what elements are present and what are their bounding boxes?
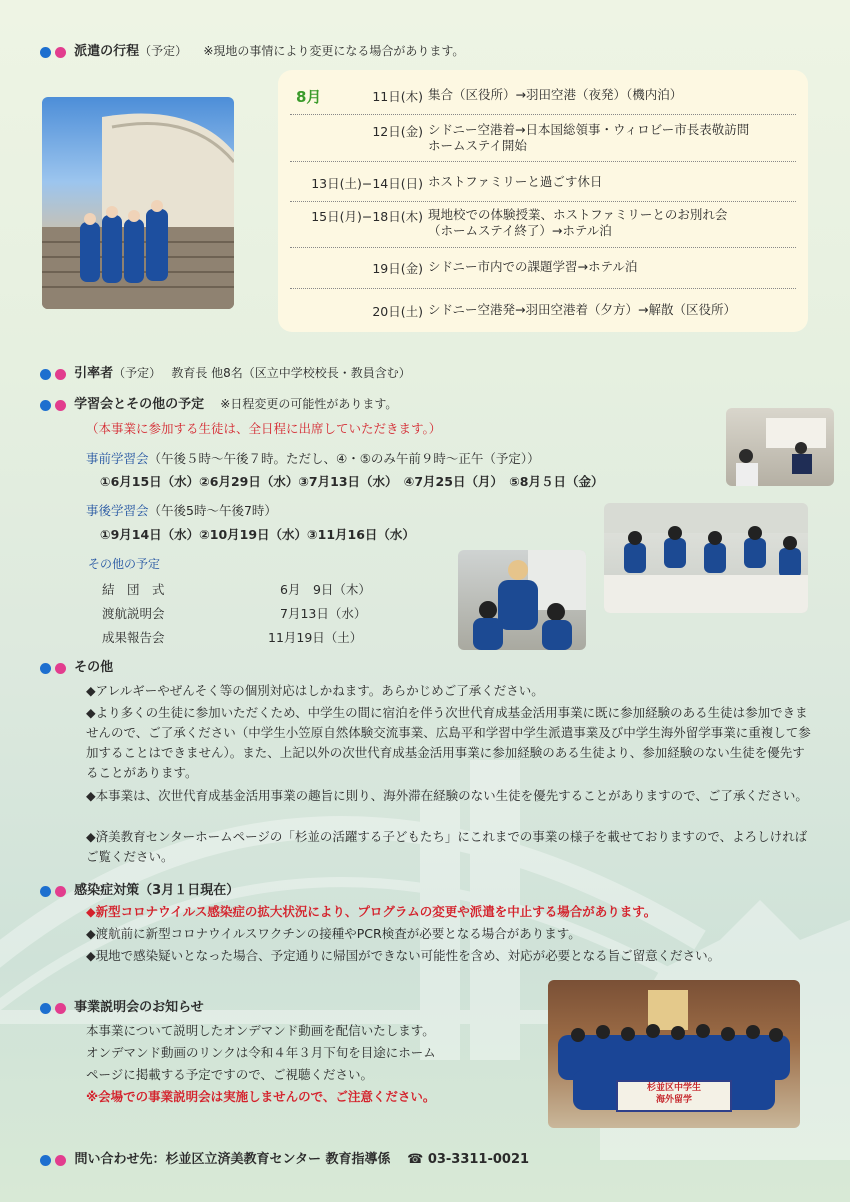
- row-date: 19日(金): [372, 261, 423, 276]
- bullet-dots-icon: [40, 885, 70, 897]
- contact-phone[interactable]: 03-3311-0021: [427, 1152, 530, 1167]
- other-event-date: 11月19日（土）: [268, 630, 363, 645]
- leaders-text: 教育長 他8名（区立中学校校長・教員含む）: [171, 366, 411, 380]
- other-event-name: 結 団 式: [102, 582, 165, 597]
- study-heading-row: [40, 393, 397, 412]
- students-photo: [458, 550, 586, 650]
- row-text: シドニー空港発→羽田空港着（夕方）→解散（区役所）: [428, 302, 736, 317]
- pre-study-note: （午後５時〜午後７時。ただし、④・⑤のみ午前９時〜正午（予定））: [148, 451, 540, 466]
- contact-label: 問い合わせ先：杉並区立済美教育センター 教育指導係: [74, 1152, 391, 1167]
- post-study-title: 事後学習会: [86, 503, 149, 518]
- bullet-dots-icon: [40, 46, 70, 58]
- pre-study-line: [86, 449, 540, 467]
- itinerary-schedule-box: [278, 70, 808, 332]
- row-date: 13日(土)−14日(日): [311, 176, 423, 191]
- briefing-line: オンデマンド動画のリンクは令和４年３月下旬を目途にホーム: [86, 1045, 436, 1060]
- classroom-photo: [604, 503, 808, 613]
- post-study-dates: ①9月14日（水）②10月19日（水）③11月16日（水）: [100, 527, 415, 542]
- row-date: 15日(月)−18日(木): [311, 209, 423, 224]
- covid-heading-row: [40, 879, 239, 898]
- row-date: 20日(土): [372, 304, 423, 319]
- month-label: 8月: [296, 88, 322, 106]
- misc-heading-row: [40, 656, 113, 675]
- itinerary-heading: 派遣の行程: [74, 44, 140, 59]
- misc-item: ◆アレルギーやぜんそく等の個別対応はしかねます。あらかじめご了承ください。: [86, 683, 544, 698]
- misc-item: ◆済美教育センターホームページの「杉並の活躍する子どもたち」にこれまでの事業の様子を載せておりますので、よろしければご覧ください。: [86, 829, 808, 864]
- opera-house-photo: [42, 97, 234, 309]
- group-photo: [548, 980, 800, 1128]
- other-event-name: 成果報告会: [102, 630, 165, 645]
- row-text: 集合（区役所）→羽田空港（夜発）（機内泊）: [428, 87, 683, 102]
- divider: [290, 247, 796, 248]
- row-date: 12日(金): [372, 124, 423, 139]
- briefing-heading-row: [40, 996, 204, 1015]
- itinerary-note: ※現地の事情により変更になる場合があります。: [203, 44, 465, 58]
- other-event-date: 7月13日（水）: [280, 606, 367, 621]
- briefing-warning: ※会場での事業説明会は実施しませんので、ご注意ください。: [86, 1089, 436, 1104]
- covid-date: （3月１日現在）: [139, 883, 240, 898]
- leaders-row: [40, 362, 411, 381]
- bullet-dots-icon: [40, 399, 70, 411]
- bullet-dots-icon: [40, 1154, 70, 1166]
- briefing-line: ページに掲載する予定ですので、ご視聴ください。: [86, 1067, 374, 1082]
- bullet-dots-icon: [40, 662, 70, 674]
- row-text: シドニー市内での課題学習→ホテル泊: [428, 259, 638, 274]
- row-text: ホストファミリーと過ごす休日: [428, 174, 603, 189]
- covid-item: ◆現地で感染疑いとなった場合、予定通りに帰国ができない可能性を含め、対応が必要となる旨ご留意ください。: [86, 948, 721, 963]
- divider: [290, 114, 796, 115]
- misc-item: ◆本事業は、次世代育成基金活用事業の趣旨に則り、海外滞在経験のない生徒を優先することがありますので、ご了承ください。: [86, 788, 808, 803]
- divider: [290, 161, 796, 162]
- classroom-photo-small: [726, 408, 834, 486]
- leaders-heading: 引率者: [74, 366, 114, 381]
- phone-icon: ☎: [407, 1152, 424, 1167]
- covid-item: ◆渡航前に新型コロナウイルスワクチンの接種やPCR検査が必要となる場合があります。: [86, 926, 581, 941]
- pre-study-dates: ①6月15日（水）②6月29日（水）③7月13日（水） ④7月25日（月） ⑤8月５日（金）: [100, 474, 604, 489]
- other-event-date: 6月 9日（木）: [280, 582, 371, 597]
- other-event-name: 渡航説明会: [102, 606, 165, 621]
- pre-study-title: 事前学習会: [86, 451, 149, 466]
- post-study-line: [86, 501, 277, 519]
- row-text: 現地校での体験授業、ホストファミリーとのお別れ会 （ホームステイ終了）→ホテル泊: [428, 207, 728, 238]
- misc-heading: その他: [74, 660, 114, 675]
- leaders-tag: （予定）: [113, 366, 162, 380]
- itinerary-heading-row: [40, 40, 464, 59]
- contact-row: [40, 1148, 529, 1167]
- group-banner: 杉並区中学生 海外留学: [616, 1080, 732, 1112]
- study-heading: 学習会とその他の予定: [74, 397, 205, 412]
- misc-item: ◆より多くの生徒に参加いただくため、中学生の間に宿泊を伴う次世代育成基金活用事業に既に参加経験のある生徒は参加できませんので、ご了承ください（中学生小笠原自然体験交流事業、広島平和学習中学生派遣事業及び中学生海外留学事業に重複して参加することはできません）。また、上記以外の次世代育成基金活用事業に参加経験のある生徒より、参加経験のない生徒を優先することがあります。: [86, 705, 811, 780]
- study-note: ※日程変更の可能性があります。: [220, 397, 398, 411]
- other-schedule-title: その他の予定: [88, 557, 161, 571]
- briefing-heading: 事業説明会のお知らせ: [74, 1000, 204, 1015]
- row-text: シドニー空港着→日本国総領事・ウィロビー市長表敬訪問 ホームステイ開始: [428, 122, 750, 153]
- post-study-note: （午後5時〜午後7時）: [148, 503, 277, 518]
- attendance-notice: （本事業に参加する生徒は、全日程に出席していただきます。）: [86, 421, 442, 436]
- divider: [290, 201, 796, 202]
- divider: [290, 288, 796, 289]
- bullet-dots-icon: [40, 368, 70, 380]
- row-date: 11日(木): [372, 89, 423, 104]
- covid-warning: ◆新型コロナウイルス感染症の拡大状況により、プログラムの変更や派遣を中止する場合があります。: [86, 904, 657, 919]
- itinerary-tag: （予定）: [139, 44, 188, 58]
- covid-heading: 感染症対策: [74, 883, 140, 898]
- bullet-dots-icon: [40, 1002, 70, 1014]
- briefing-line: 本事業について説明したオンデマンド動画を配信いたします。: [86, 1023, 435, 1038]
